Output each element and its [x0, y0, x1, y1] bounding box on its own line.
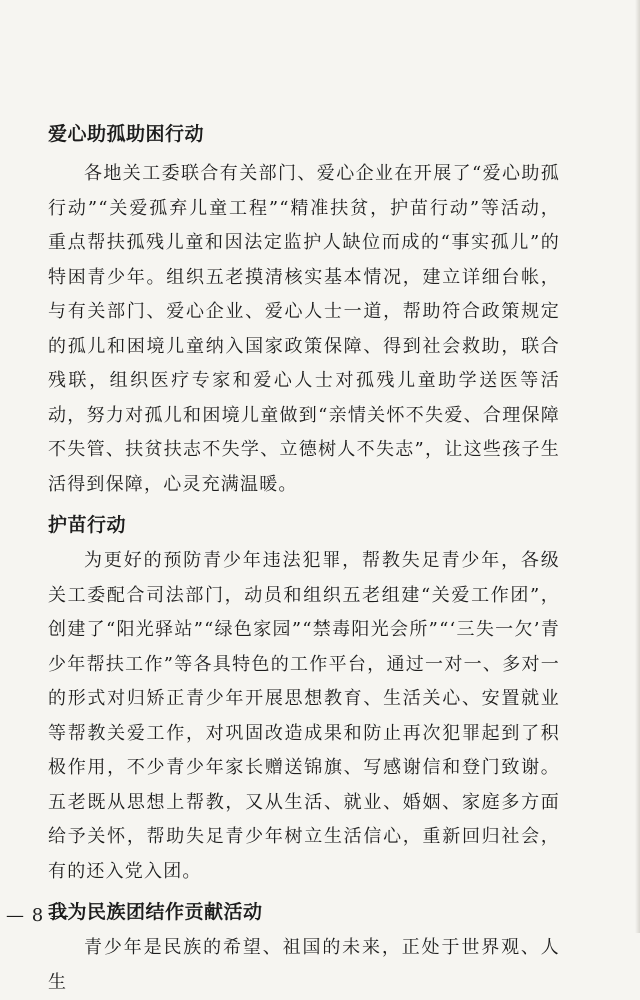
section-ethnic-unity: [48, 895, 560, 1000]
page-edge-shadow: [635, 0, 640, 933]
section-paragraph: 各地关工委联合有关部门、爱心企业在开展了“爱心助孤行动”“关爱孤弃儿童工程”“精准扶贫，护苗行动”等活动，重点帮扶孤残儿童和因法定监护人缺位而成的“事实孤儿”的特困青少年。组织五老摸清核实基本情况，建立详细台帐，与有关部门、爱心企业、爱心人士一道，帮助符合政策规定的孤儿和困境儿童纳入国家政策保障、得到社会救助，联合残联，组织医疗专家和爱心人士对孤残儿童助学送医等活动，努力对孤儿和困境儿童做到“亲情关怀不失爱、合理保障不失管、扶贫扶志不失学、立德树人不失志”，让这些孩子生活得到保障，心灵充满温暖。: [48, 163, 560, 495]
section-heading: 我为民族团结作贡献活动: [48, 901, 263, 923]
page-number: — 8 —: [6, 905, 70, 926]
section-orphan-aid: [48, 117, 560, 502]
page-content: [48, 117, 560, 1000]
section-paragraph: 为更好的预防青少年违法犯罪，帮教失足青少年，各级关工委配合司法部门，动员和组织五老组建“关爱工作团”，创建了“阳光驿站”“绿色家园”“禁毒阳光会所”“‘三失一欠’青少年帮扶工作”等各具特色的工作平台，通过一对一、多对一的形式对归矫正青少年开展思想教育、生活关心、安置就业等帮教关爱工作，对巩固改造成果和防止再次犯罪起到了积极作用，不少青少年家长赠送锦旗、写感谢信和登门致谢。五老既从思想上帮教，又从生活、就业、婚姻、家庭多方面给予关怀，帮助失足青少年树立生活信心，重新回归社会，有的还入党入团。: [48, 550, 560, 882]
section-seedling-protection: [48, 508, 560, 889]
section-heading: 爱心助孤助困行动: [48, 123, 205, 145]
section-heading: 护苗行动: [48, 514, 127, 536]
section-paragraph: 青少年是民族的希望、祖国的未来，正处于世界观、人生: [48, 937, 560, 993]
